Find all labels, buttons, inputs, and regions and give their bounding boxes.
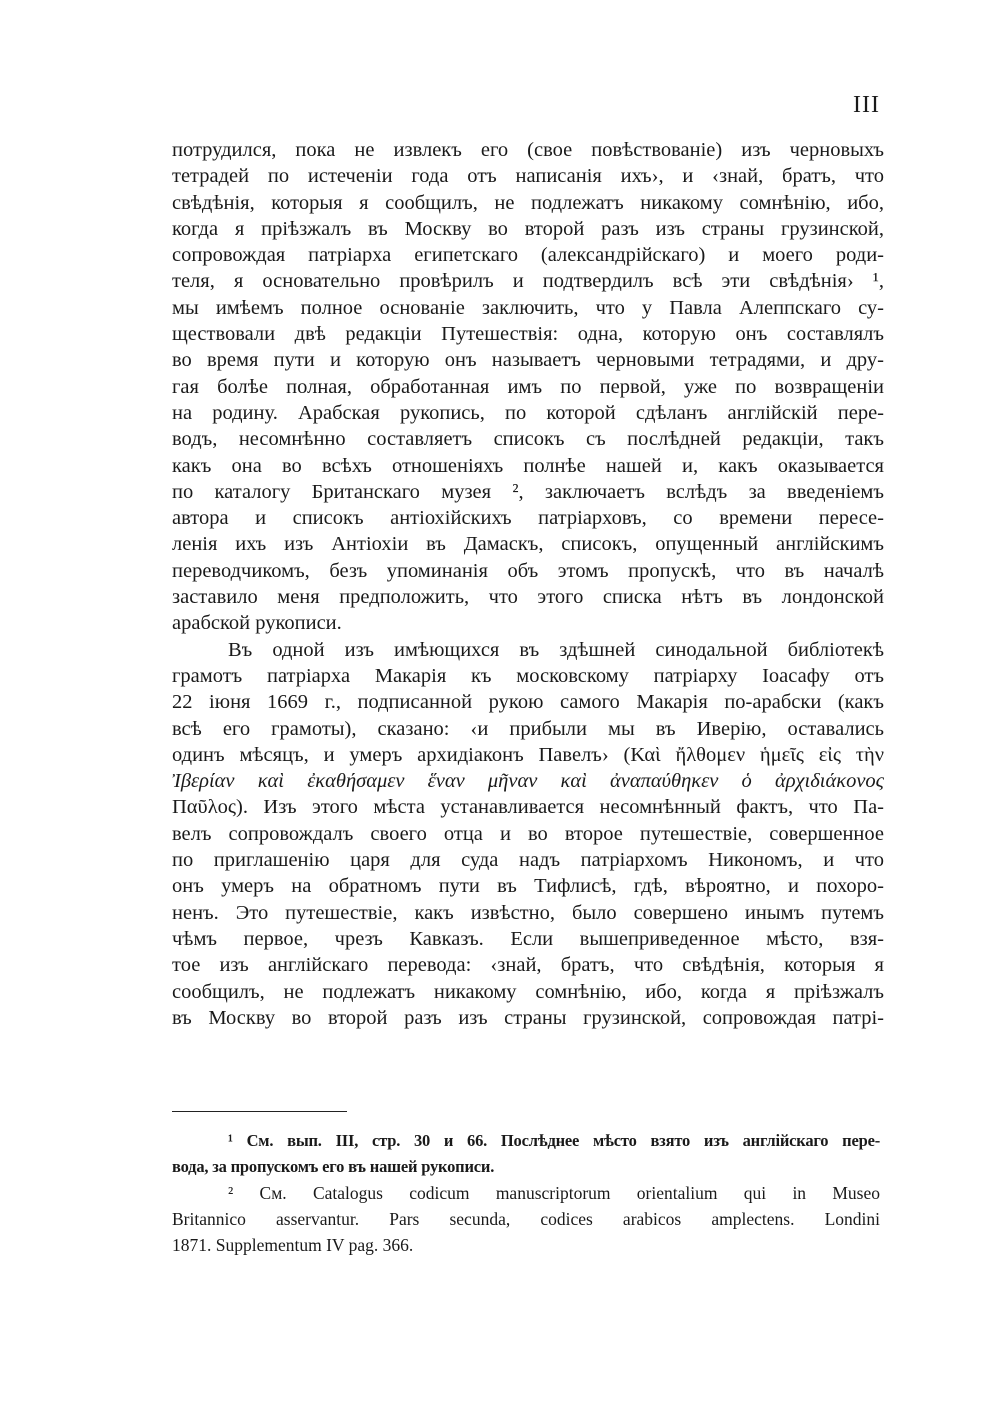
- text-line: во время пути и которую онъ называетъ черновыми тетрадями, и дру-: [172, 349, 884, 372]
- text-line: по приглашенію царя для суда надъ патріархомъ Никономъ, и что: [172, 849, 884, 872]
- text-line: какъ она во всѣхъ отношеніяхъ полнѣе нашей и, какъ оказывается: [172, 454, 884, 477]
- text-line: ненъ. Это путешествіе, какъ извѣстно, было совершено инымъ путемъ: [172, 901, 884, 924]
- footnote-1-continuation: вода, за пропускомъ его въ нашей рукописи.: [172, 1157, 495, 1176]
- text-line: теля, я основательно провѣрилъ и подтвердилъ всѣ эти свѣдѣнія› ¹,: [172, 270, 884, 293]
- page-number: III: [853, 92, 880, 118]
- text-line: когда я пріѣзжалъ въ Москву во второй разъ изъ страны грузинской,: [172, 217, 884, 240]
- text-line: грамотъ патріарха Макарія къ московскому патріарху Іоасафу отъ: [172, 664, 884, 687]
- text-line: автора и списокъ антіохійскихъ патріарховъ, со времени пересе-: [172, 507, 884, 530]
- greek-quote-line: Ἰβερίαν καὶ ἐκαθήσαμεν ἕναν μῆναν καὶ ἀναπαύθηκεν ὁ ἀρχιδιάκονος: [172, 770, 884, 793]
- main-text: [172, 137, 884, 1031]
- text-line: тетрадей по истеченіи года отъ написанія ихъ›, и ‹знай, братъ, что: [172, 165, 884, 188]
- text-line: ществовали двѣ редакціи Путешествія: одна, которую онъ составлялъ: [172, 323, 884, 346]
- footnotes: [172, 1128, 880, 1258]
- text-line: Παῦλος). Изъ этого мѣста устанавливается несомнѣнный фактъ, что Па-: [172, 796, 884, 819]
- text-line: заставило меня предположить, что этого списка нѣтъ въ лондонской: [172, 586, 884, 609]
- text-line: свѣдѣнія, которыя я сообщилъ, не подлежатъ никакому сомнѣнію, ибо,: [172, 191, 884, 214]
- text-line: велъ сопровождалъ своего отца и во второе путешествіе, совершенное: [172, 822, 884, 845]
- text-line: ленія ихъ изъ Антіохіи въ Дамаскъ, списокъ, опущенный англійскимъ: [172, 533, 884, 556]
- text-line: потрудился, пока не извлекъ его (свое повѣствованіе) изъ черновыхъ: [172, 139, 884, 161]
- text-line: въ Москву во второй разъ изъ страны грузинской, сопровождая патрі-: [172, 1006, 884, 1029]
- text-line: переводчикомъ, безъ упоминанія объ этомъ пропускѣ, что въ началѣ: [172, 559, 884, 582]
- footnote-2-end: 1871. Supplementum IV pag. 366.: [172, 1235, 414, 1255]
- text-line: сообщилъ, не подлежатъ никакому сомнѣнію, ибо, когда я пріѣзжалъ: [172, 980, 884, 1003]
- paragraph-start-line: Въ одной изъ имѣющихся въ здѣшней синодальной библіотекѣ: [228, 638, 884, 661]
- text-line: по каталогу Британскаго музея ², заключаетъ вслѣдъ за введеніемъ: [172, 480, 884, 503]
- text-line: водъ, несомнѣнно составляетъ списокъ съ послѣдней редакціи, такъ: [172, 428, 884, 451]
- text-line: онъ умеръ на обратномъ пути въ Тифлисѣ, гдѣ, вѣроятно, и похоро-: [172, 875, 884, 898]
- text-line: тое изъ англійскаго перевода: ‹знай, братъ, что свѣдѣнія, которыя я: [172, 954, 884, 977]
- paragraph-end-line: арабской рукописи.: [172, 612, 342, 635]
- text-line: всѣ его грамоты), сказано: ‹и прибыли мы въ Иверію, оставались: [172, 717, 884, 740]
- text-line: гая болѣе полная, обработанная имъ по первой, уже по возвращеніи: [172, 375, 884, 398]
- text-line: мы имѣемъ полное основаніе заключить, что у Павла Алеппскаго су-: [172, 296, 884, 319]
- footnote-separator: [172, 1111, 347, 1112]
- footnote-2: ² См. Catalogus codicum manuscriptorum orientalium qui in Museo: [228, 1183, 880, 1203]
- text-line: на родину. Арабская рукопись, по которой сдѣланъ англійскій пере-: [172, 401, 884, 424]
- footnote-2-continuation: Britannico asservantur. Pars secunda, codices arabicos amplectens. Londini: [172, 1209, 880, 1229]
- text-line: чѣмъ первое, чрезъ Кавказъ. Если вышеприведенное мѣсто, взя-: [172, 927, 884, 950]
- text-line: сопровождая патріарха египетскаго (александрійскаго) и моего роди-: [172, 244, 884, 267]
- footnote-1: ¹ См. вып. III, стр. 30 и 66. Послѣднее мѣсто взято изъ англійскаго пере-: [228, 1131, 880, 1150]
- text-line: 22 іюня 1669 г., подписанной рукою самого Макарія по-арабски (какъ: [172, 691, 884, 714]
- text-line: одинъ мѣсяцъ, и умеръ архидіаконъ Павелъ› (Καὶ ἤλθομεν ἡμεῖς εἰς τὴν: [172, 743, 884, 766]
